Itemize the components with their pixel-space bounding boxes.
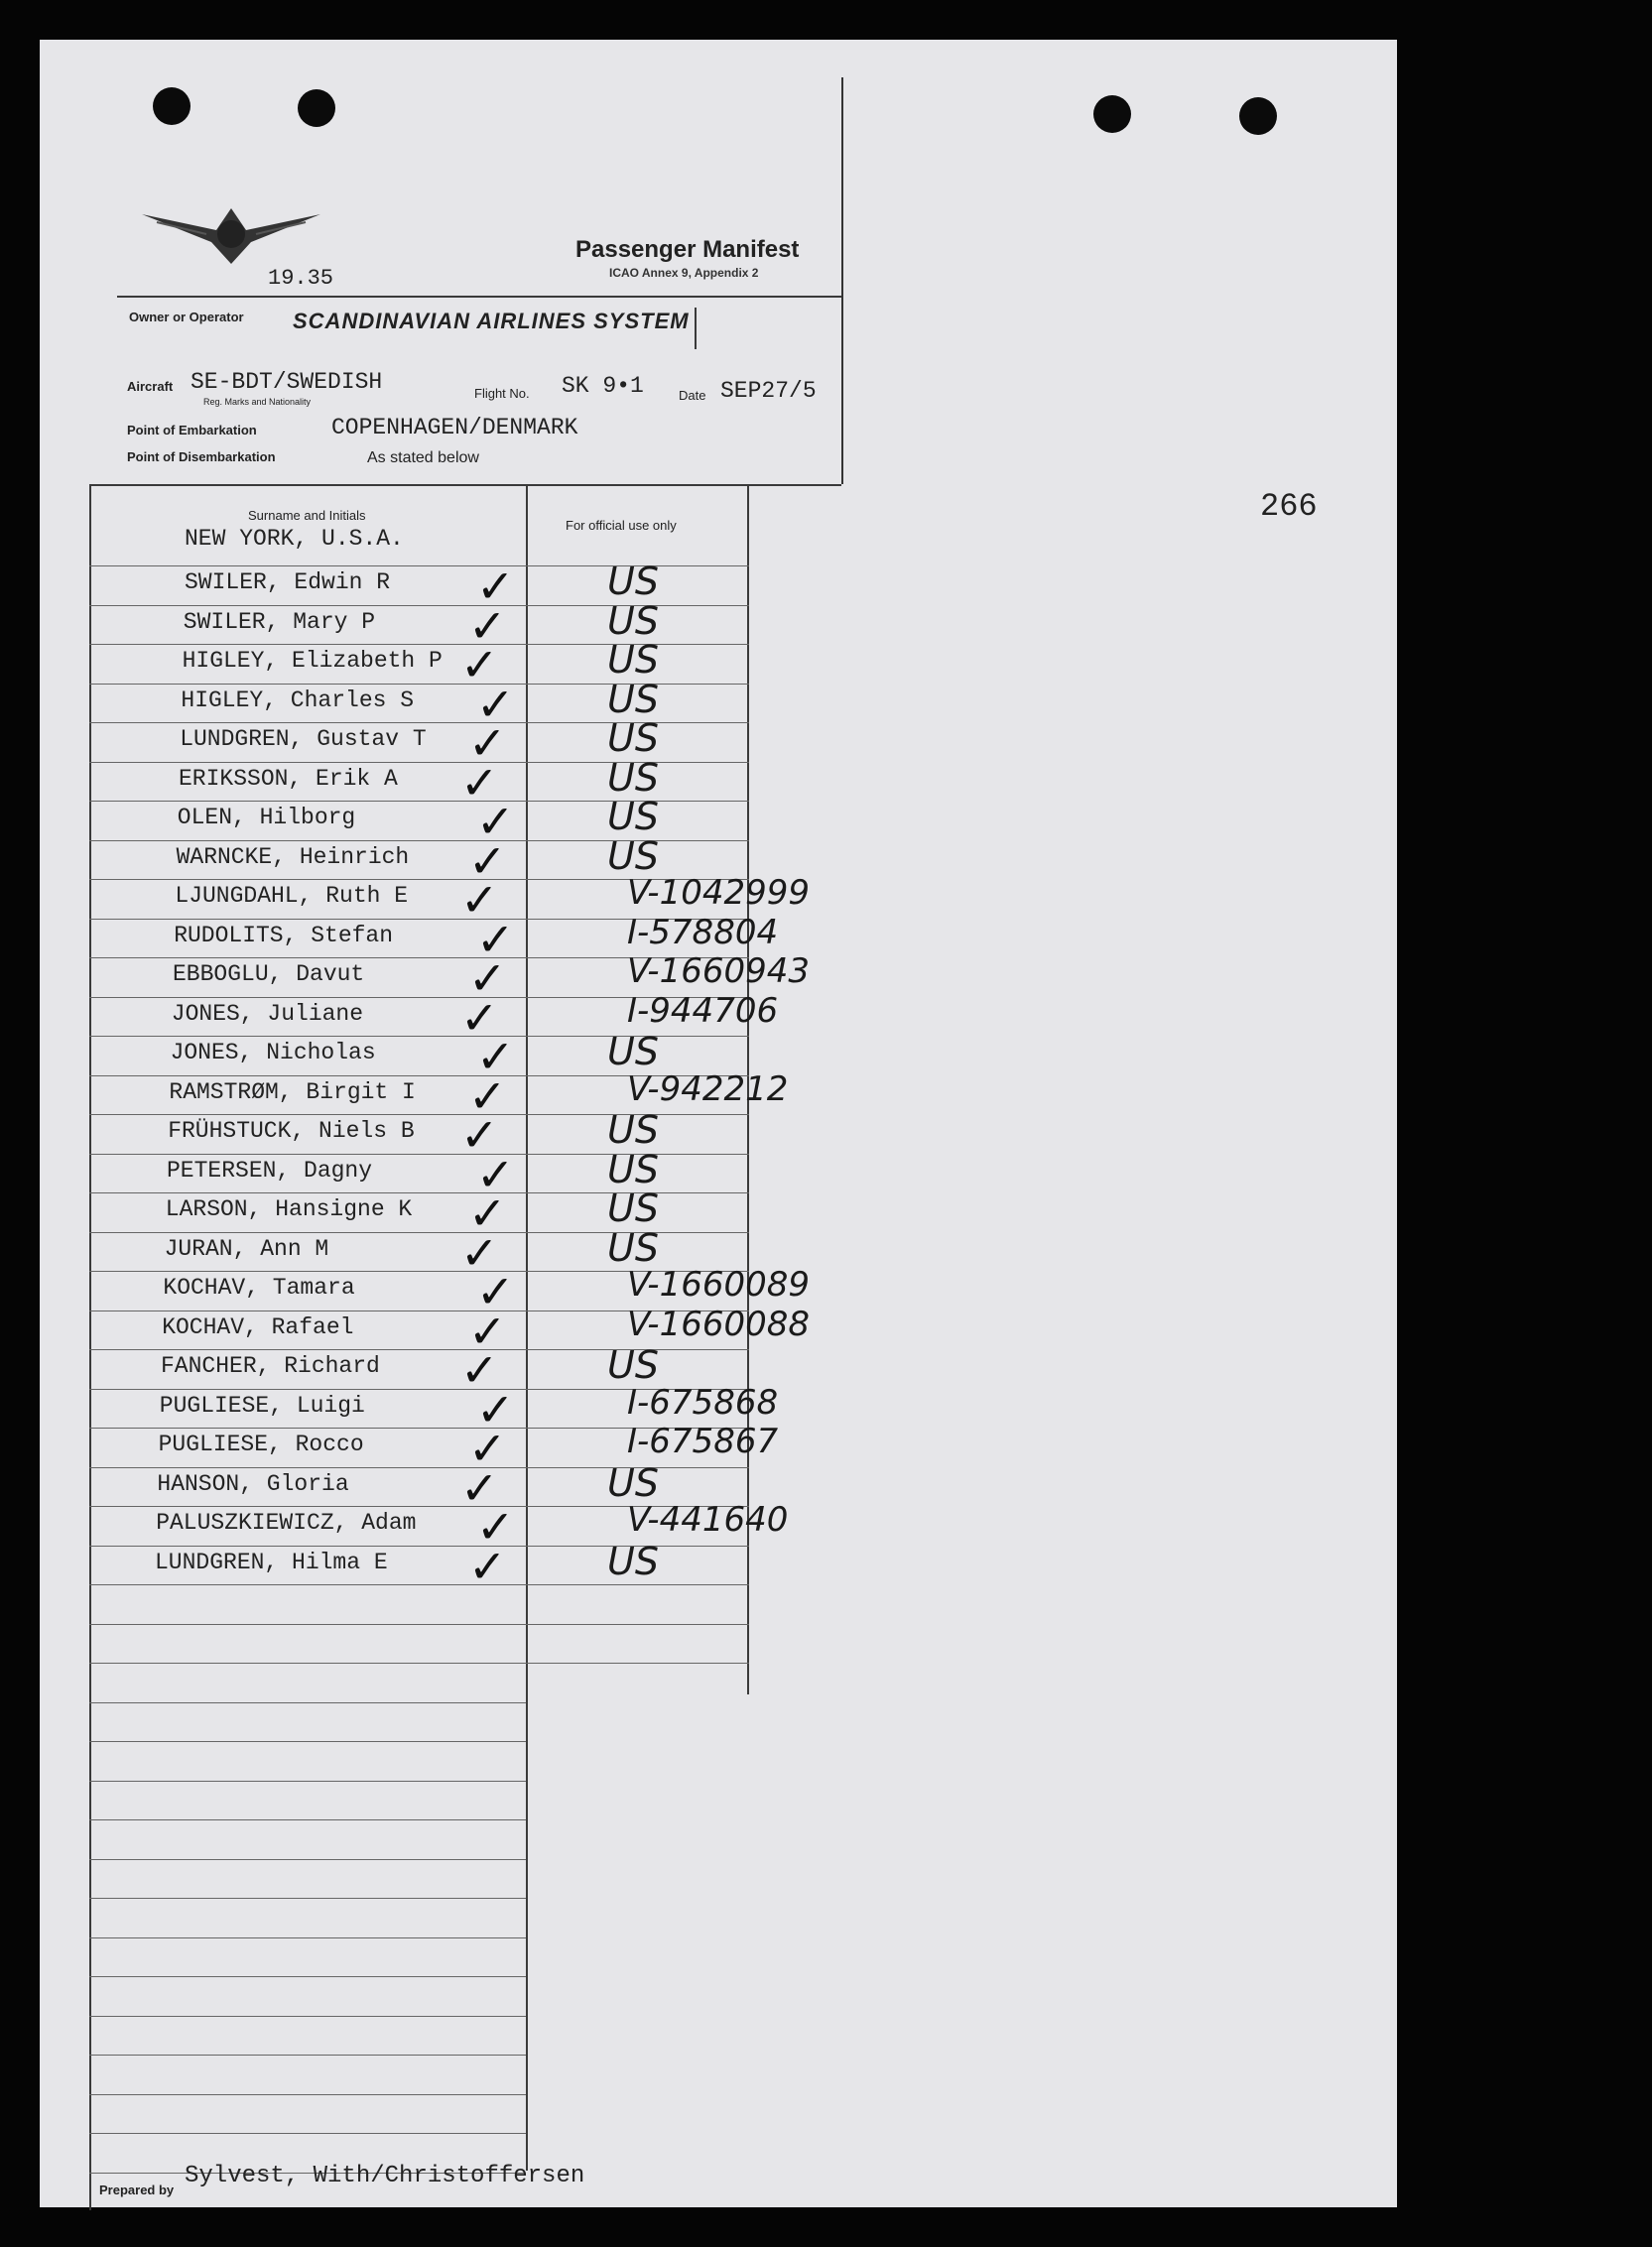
passenger-name: RAMSTRØM, Birgit I <box>169 1078 416 1105</box>
passenger-name: LARSON, Hansigne K <box>165 1196 413 1222</box>
check-mark-icon: ✓ <box>476 795 515 848</box>
official-note: I-578804 <box>627 912 779 952</box>
check-mark-icon: ✓ <box>460 1225 499 1280</box>
official-note: V-942212 <box>627 1068 789 1109</box>
owner-value: SCANDINAVIAN AIRLINES SYSTEM <box>293 309 690 333</box>
check-mark-icon: ✓ <box>476 1030 515 1083</box>
passenger-name: FANCHER, Richard <box>161 1353 380 1379</box>
ruled-line <box>89 1819 526 1820</box>
embark-label: Point of Embarkation <box>127 423 257 437</box>
passenger-name: JONES, Nicholas <box>170 1040 376 1065</box>
passenger-name: WARNCKE, Heinrich <box>176 843 410 870</box>
ruled-line <box>89 2133 526 2134</box>
aircraft-value: SE-BDT/SWEDISH <box>191 369 383 395</box>
check-mark-icon: ✓ <box>468 1422 507 1475</box>
check-mark-icon: ✓ <box>476 1500 515 1554</box>
official-note: US <box>607 1108 659 1152</box>
year-stamp: 19.35 <box>268 266 334 291</box>
official-note: US <box>607 1147 659 1191</box>
passenger-name: KOCHAV, Tamara <box>163 1275 355 1301</box>
prepared-label: Prepared by <box>99 2183 175 2197</box>
check-mark-icon: ✓ <box>468 1304 507 1358</box>
passenger-name: HIGLEY, Elizabeth P <box>182 648 443 674</box>
official-note: US <box>607 1030 659 1073</box>
passenger-name: JURAN, Ann M <box>164 1235 329 1262</box>
check-mark-icon: ✓ <box>468 716 507 770</box>
passenger-name: PALUSZKIEWICZ, Adam <box>156 1510 417 1536</box>
ruled-line <box>89 1976 526 1977</box>
official-note: I-675867 <box>627 1422 779 1461</box>
passenger-name: HIGLEY, Charles S <box>181 687 415 713</box>
passenger-name: LUNDGREN, Hilma E <box>155 1549 388 1575</box>
check-mark-icon: ✓ <box>476 1382 515 1436</box>
page-title: Passenger Manifest <box>575 236 800 263</box>
destination: NEW YORK, U.S.A. <box>185 526 404 552</box>
passenger-name: FRÜHSTUCK, Niels B <box>168 1118 415 1144</box>
passenger-name: PUGLIESE, Luigi <box>159 1392 365 1419</box>
check-mark-icon: ✓ <box>468 833 507 888</box>
ruled-line <box>89 1781 526 1782</box>
official-note: US <box>607 598 659 643</box>
ruled-line <box>89 2094 526 2095</box>
check-mark-icon: ✓ <box>468 951 507 1005</box>
check-mark-icon: ✓ <box>476 912 515 966</box>
flight-label: Flight No. <box>474 386 530 401</box>
official-note: US <box>607 755 659 800</box>
check-mark-icon: ✓ <box>460 990 499 1045</box>
official-note: V-1660943 <box>627 951 810 991</box>
passenger-name: RUDOLITS, Stefan <box>174 922 394 948</box>
check-mark-icon: ✓ <box>460 1343 499 1397</box>
check-mark-icon: ✓ <box>476 1265 515 1318</box>
passenger-name: LUNDGREN, Gustav T <box>180 726 427 752</box>
check-mark-icon: ✓ <box>460 1460 499 1515</box>
official-note: US <box>607 1539 659 1583</box>
check-mark-icon: ✓ <box>460 1108 499 1162</box>
check-mark-icon: ✓ <box>460 755 499 810</box>
date-value: SEP27/5 <box>720 378 817 404</box>
owner-label: Owner or Operator <box>129 310 244 324</box>
passenger-name: PETERSEN, Dagny <box>167 1157 373 1184</box>
official-note: US <box>607 1460 659 1505</box>
official-note: I-675868 <box>627 1382 779 1423</box>
check-mark-icon: ✓ <box>468 598 507 653</box>
passenger-name: HANSON, Gloria <box>157 1470 349 1497</box>
passenger-name: SWILER, Edwin R <box>185 569 391 595</box>
official-note: I-944706 <box>627 990 779 1031</box>
embark-value: COPENHAGEN/DENMARK <box>331 415 578 440</box>
official-note: V-441640 <box>627 1500 789 1540</box>
ruled-line <box>89 1937 526 1938</box>
disembark-value: As stated below <box>367 449 479 466</box>
ruled-line <box>89 1741 526 1742</box>
official-note: V-1660089 <box>627 1265 810 1305</box>
page-subtitle: ICAO Annex 9, Appendix 2 <box>609 266 759 280</box>
aircraft-label: Aircraft <box>127 379 174 394</box>
page-number: 266 <box>1260 488 1318 525</box>
punch-hole <box>1093 95 1131 133</box>
passenger-name: PUGLIESE, Rocco <box>158 1432 364 1457</box>
ruled-line <box>89 1584 749 1585</box>
col-surname-header: Surname and Initials <box>248 508 366 523</box>
flight-value: SK 9•1 <box>562 373 644 399</box>
official-note: US <box>607 638 659 682</box>
aircraft-sublabel: Reg. Marks and Nationality <box>203 397 312 407</box>
passenger-name: EBBOGLU, Davut <box>173 961 365 987</box>
passenger-name: ERIKSSON, Erik A <box>179 765 398 792</box>
official-note: US <box>607 833 659 878</box>
ruled-line <box>89 2055 526 2056</box>
official-note: V-1042999 <box>627 873 810 913</box>
official-note: V-1660088 <box>627 1304 810 1344</box>
check-mark-icon: ✓ <box>476 560 515 613</box>
check-mark-icon: ✓ <box>460 873 499 927</box>
official-note: US <box>607 1343 659 1387</box>
passenger-name: JONES, Juliane <box>171 1000 364 1027</box>
ruled-line <box>89 1898 526 1899</box>
date-label: Date <box>679 388 706 403</box>
passenger-name: SWILER, Mary P <box>183 608 376 635</box>
col-official-header: For official use only <box>566 518 677 533</box>
check-mark-icon: ✓ <box>468 1186 507 1240</box>
ruled-line <box>89 1663 749 1664</box>
passenger-name: OLEN, Hilborg <box>177 805 356 830</box>
disembark-label: Point of Disembarkation <box>127 449 276 464</box>
official-note: US <box>607 716 659 760</box>
official-note: US <box>607 1225 659 1270</box>
check-mark-icon: ✓ <box>468 1539 507 1593</box>
passenger-name: LJUNGDAHL, Ruth E <box>175 883 409 909</box>
ruled-line <box>89 1859 526 1860</box>
prepared-value: Sylvest, With/Christoffersen <box>185 2163 585 2189</box>
ruled-line <box>89 1702 526 1703</box>
check-mark-icon: ✓ <box>476 1147 515 1201</box>
official-note: US <box>607 560 659 603</box>
official-note: US <box>607 677 659 721</box>
official-note: US <box>607 795 659 838</box>
ruled-line <box>89 2016 526 2017</box>
punch-hole <box>1239 97 1277 135</box>
ruled-line <box>89 1624 749 1625</box>
check-mark-icon: ✓ <box>476 677 515 731</box>
check-mark-icon: ✓ <box>468 1068 507 1123</box>
check-mark-icon: ✓ <box>460 638 499 691</box>
official-note: US <box>607 1186 659 1230</box>
passenger-name: KOCHAV, Rafael <box>162 1313 354 1340</box>
